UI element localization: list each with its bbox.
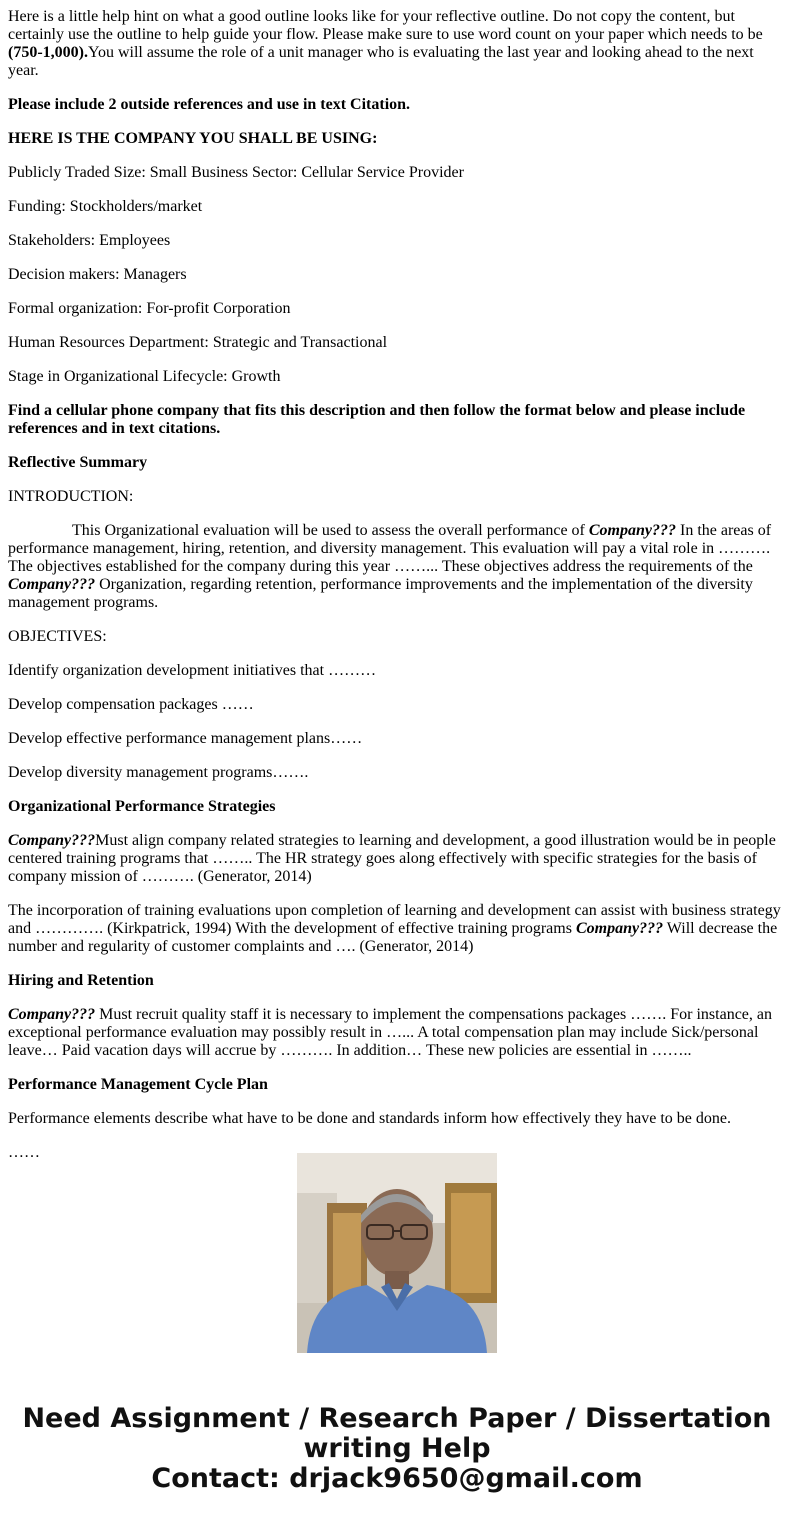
hiring-title: Hiring and Retention bbox=[8, 972, 154, 989]
profile-decision-makers: Decision makers: Managers bbox=[8, 266, 187, 283]
avatar bbox=[297, 1153, 497, 1353]
find-instruction: Find a cellular phone company that fits this description and then follow the format below and please include references and in text citations. bbox=[8, 402, 746, 437]
profile-hr-department: Human Resources Department: Strategic and Transactional bbox=[8, 334, 388, 351]
performance-title: Performance Management Cycle Plan bbox=[8, 1076, 268, 1093]
hint-paragraph bbox=[8, 8, 786, 80]
summary-title: Reflective Summary bbox=[8, 454, 148, 471]
hiring-paragraph: Company??? Must recruit quality staff it is necessary to implement the compensations packages ……. For instance, an exceptional performance evaluation may possibly result in …... A total compensation plan may include Sick/personal leave… Paid vacation days will accrue by ………. In addition… These new policies are essential in …….. bbox=[8, 1006, 772, 1059]
cta-contact-email[interactable]: Contact: drjack9650@gmail.com bbox=[151, 1463, 643, 1494]
introduction-label: INTRODUCTION: bbox=[8, 488, 134, 505]
company-placeholder: Company??? bbox=[8, 576, 96, 593]
objectives-label: OBJECTIVES: bbox=[8, 628, 107, 645]
company-placeholder: Company??? bbox=[8, 832, 96, 849]
objective-item: Identify organization development initiatives that ……… bbox=[8, 662, 377, 679]
hint-tail: You will assume the role of a unit manager who is evaluating the last year and looking ahead to the next year. bbox=[8, 44, 754, 79]
contact-banner bbox=[0, 1404, 794, 1494]
profile-formal-organization: Formal organization: For-profit Corporation bbox=[8, 300, 291, 317]
references-note: Please include 2 outside references and use in text Citation. bbox=[8, 96, 411, 113]
profile-stakeholders: Stakeholders: Employees bbox=[8, 232, 171, 249]
strategies-paragraph-2: The incorporation of training evaluations upon completion of learning and development can assist with business strategy and …………. (Kirkpatrick, 1994) With the development of effective training programs Company??? Will decrease the number and regularity of customer complaints and …. (Generator, 2014) bbox=[8, 902, 781, 955]
profile-funding: Funding: Stockholders/market bbox=[8, 198, 203, 215]
profile-lifecycle-stage: Stage in Organizational Lifecycle: Growth bbox=[8, 368, 281, 385]
objective-item: Develop effective performance management plans…… bbox=[8, 730, 363, 747]
performance-paragraph: Performance elements describe what have to be done and standards inform how effectively they have to be done. bbox=[8, 1110, 731, 1127]
company-placeholder: Company??? bbox=[8, 1006, 96, 1023]
strategies-title: Organizational Performance Strategies bbox=[8, 798, 276, 815]
company-heading: HERE IS THE COMPANY YOU SHALL BE USING: bbox=[8, 130, 378, 147]
company-placeholder: Company??? bbox=[588, 522, 676, 539]
performance-continuation: …… bbox=[8, 1144, 40, 1161]
document-body bbox=[8, 0, 786, 1161]
objective-item: Develop diversity management programs……. bbox=[8, 764, 309, 781]
objective-item: Develop compensation packages …… bbox=[8, 696, 254, 713]
introduction-paragraph: This Organizational evaluation will be used to assess the overall performance of Company??? In the areas of performance management, hiring, retention, and diversity management. This evaluation will pay a vital role in ………. The objectives established for the company during this year ……... These objectives address the requirements of the Company??? Organization, regarding retention, performance improvements and the implementation of the diversity management programs. bbox=[8, 522, 772, 611]
avatar-photo bbox=[297, 1153, 497, 1353]
cta-line-1: Need Assignment / Research Paper / Dissertation bbox=[22, 1403, 772, 1434]
strategies-paragraph-1: Company???Must align company related strategies to learning and development, a good illustration would be in people centered training programs that …….. The HR strategy goes along effectively with specific strategies for the basis of company mission of ………. (Generator, 2014) bbox=[8, 832, 776, 885]
company-placeholder: Company??? bbox=[575, 920, 664, 937]
profile-size: Publicly Traded Size: Small Business Sector: Cellular Service Provider bbox=[8, 164, 464, 181]
word-count: (750-1,000). bbox=[8, 44, 88, 61]
cta-line-2: writing Help bbox=[303, 1433, 491, 1464]
hint-text: Here is a little help hint on what a good outline looks like for your reflective outline. Do not copy the content, but certainly use the outline to help guide your flow. Please make sure to use word count on your paper which needs to be bbox=[8, 8, 763, 43]
